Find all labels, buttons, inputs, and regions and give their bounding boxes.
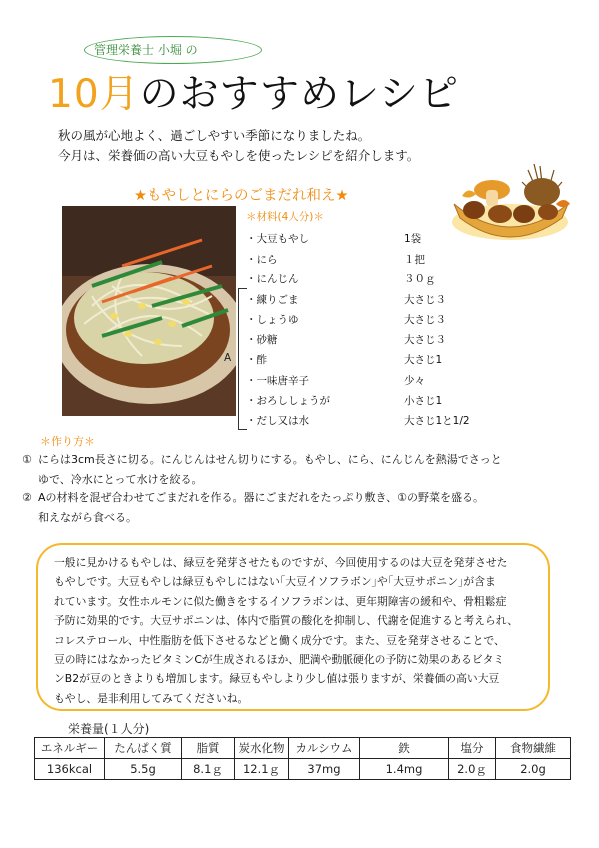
- ingredient-name: ・しょうゆ: [246, 314, 299, 326]
- ingredient-name: ・大豆もやし: [246, 233, 309, 245]
- info-line: 一般に見かけるもやしは、緑豆を発芽させたものですが、今回使用するのは大豆を発芽させた: [54, 556, 508, 569]
- info-line: もやしです。大豆もやしは緑豆もやしにはない｢大豆イソフラボン｣や｢大豆サポニン｣が含ま: [54, 575, 496, 589]
- nutrition-header-cell: カルシウム: [289, 738, 360, 759]
- ingredient-name: ・おろししょうが: [246, 395, 330, 407]
- ingredient-amount: ３０ｇ: [404, 273, 436, 285]
- dish-photo: [62, 206, 236, 416]
- nutrition-value-cell: 5.5g: [105, 759, 182, 780]
- group-a-label: A: [224, 352, 232, 364]
- author-label: 管理栄養士 小堀 の: [94, 43, 198, 57]
- ingredient-name: ・砂糖: [246, 334, 278, 346]
- nutrition-value-cell: 136kcal: [35, 759, 105, 780]
- info-line: もやし、是非利用してみてくださいね。: [54, 691, 249, 705]
- ingredient-name: ・にら: [246, 254, 278, 266]
- ingredient-amount: 大さじ３: [404, 314, 446, 326]
- nutrition-header-cell: 脂質: [182, 738, 235, 759]
- group-a-bracket: [238, 288, 247, 430]
- ingredient-amount: 大さじ1と1/2: [404, 415, 470, 427]
- nutrition-header-cell: 鉄: [360, 738, 449, 759]
- nutrition-value-cell: 12.1ｇ: [235, 759, 289, 780]
- step-number: ②: [22, 491, 32, 504]
- nutrition-header-cell: エネルギー: [35, 738, 105, 759]
- nutrition-header-cell: たんぱく質: [105, 738, 182, 759]
- ingredient-name: ・一味唐辛子: [246, 375, 309, 387]
- ingredient-amount: １把: [404, 254, 425, 266]
- ingredient-amount: 大さじ３: [404, 334, 446, 346]
- nutrition-value-cell: 8.1ｇ: [182, 759, 235, 780]
- ingredient-amount: 1袋: [404, 233, 422, 245]
- chestnut-basket-illustration: [440, 160, 576, 244]
- nutrition-caption: 栄養量(１人分): [68, 722, 150, 736]
- nutrition-table: [34, 737, 571, 780]
- nutrition-value-cell: 1.4mg: [360, 759, 449, 780]
- nutrition-value-cell: 2.0g: [496, 759, 571, 780]
- ingredient-amount: 大さじ1: [404, 354, 443, 366]
- nutrition-value-cell: 37mg: [289, 759, 360, 780]
- step-text: Aの材料を混ぜ合わせてごまだれを作る。器にごまだれをたっぷり敷き、①の野菜を盛る。: [38, 491, 484, 504]
- nutrition-header-row: [35, 738, 571, 759]
- info-text: [54, 553, 518, 708]
- method-heading: ＊作り方＊: [40, 435, 95, 448]
- ingredient-name: ・練りごま: [246, 294, 299, 306]
- step-number: ①: [22, 453, 32, 466]
- ingredient-amount: 大さじ３: [404, 294, 446, 306]
- info-line: ンB2が豆のときよりも増加します。緑豆もやしより少し値は張りますが、栄養価の高い大豆: [54, 672, 500, 686]
- nutrition-value-cell: 2.0ｇ: [449, 759, 496, 780]
- ingredients-heading: ＊材料(4人分)＊: [246, 211, 324, 223]
- nutrition-header-cell: 食物繊維: [496, 738, 571, 759]
- info-line: 予防に効果的です。大豆サポニンは、体内で脂質の酸化を抑制し、代謝を促進すると考えられ、: [54, 614, 519, 628]
- title-month: 10月: [48, 72, 140, 117]
- nutrition-header-cell: 塩分: [449, 738, 496, 759]
- title-text: のおすすめレシピ: [139, 72, 460, 117]
- info-line: れています。女性ホルモンに似た働きをするイソフラボンは、更年期障害の緩和や、骨粗鬆症: [54, 594, 507, 608]
- step-text: 和えながら食べる。: [38, 511, 137, 524]
- nutrition-value-row: [35, 759, 571, 780]
- step-text: ゆで、冷水にとって水けを絞る。: [38, 473, 203, 486]
- intro-text: [58, 126, 419, 166]
- recipe-title: ★もやしとにらのごまだれ和え★: [134, 188, 349, 204]
- ingredient-name: ・にんじん: [246, 273, 299, 285]
- page-title: [48, 70, 459, 120]
- intro-line: 秋の風が心地よく、過ごしやすい季節になりましたね。: [58, 128, 371, 143]
- ingredient-amount: 少々: [404, 375, 425, 387]
- ingredient-amount: 小さじ1: [404, 395, 443, 407]
- step-text: にらは3cm長さに切る。にんじんはせん切りにする。もやし、にら、にんじんを熱湯でさっと: [38, 453, 502, 466]
- info-line: コレステロール、中性脂肪を低下させるなどと働く成分です。また、豆を発芽させることで、: [54, 633, 505, 647]
- intro-line: 今月は、栄養価の高い大豆もやしを使ったレシピを紹介します。: [58, 148, 420, 163]
- ingredient-name: ・酢: [246, 354, 267, 366]
- nutrition-header-cell: 炭水化物: [235, 738, 289, 759]
- ingredient-name: ・だし又は水: [246, 415, 309, 427]
- info-line: 豆の時にはなかったビタミンCが生成されるほか、肥満や動脈硬化の予防に効果のあるビタミ: [54, 653, 505, 667]
